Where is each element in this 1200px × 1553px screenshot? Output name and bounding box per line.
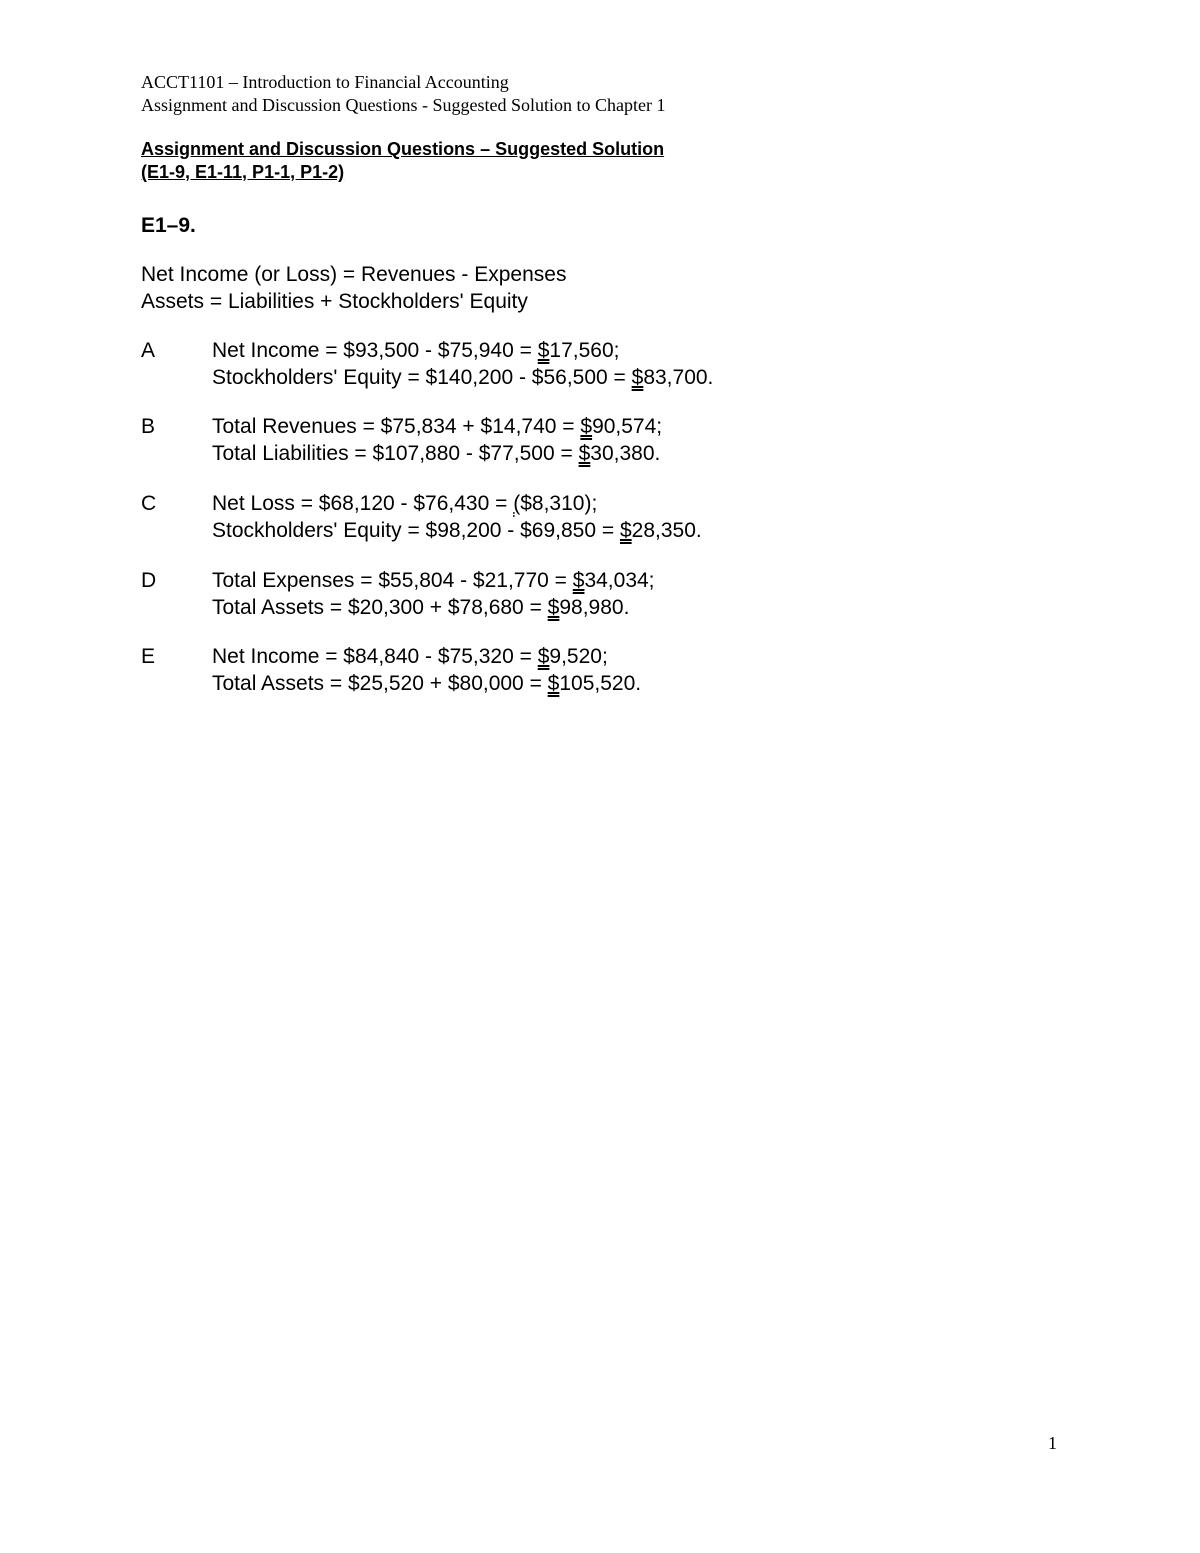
page-number: 1 bbox=[1048, 1433, 1057, 1453]
row-letter-d: D bbox=[141, 569, 157, 592]
solution-text: Total Revenues = $75,834 + $14,740 = bbox=[212, 415, 581, 438]
document-title: Assignment and Discussion Questions – Suggested Solution bbox=[141, 139, 665, 159]
header-course: ACCT1101 – Introduction to Financial Accounting bbox=[141, 72, 509, 92]
solution-result: 17,560; bbox=[549, 339, 620, 362]
solution-result: 28,350. bbox=[631, 519, 702, 542]
double-underline-mark: $ bbox=[619, 519, 632, 542]
solution-text: Net Loss = $68,120 - $76,430 = bbox=[212, 492, 514, 515]
formula-accounting-equation: Assets = Liabilities + Stockholders' Equity bbox=[141, 290, 528, 313]
row-letter-c: C bbox=[141, 492, 157, 515]
double-underline-mark: $ bbox=[537, 339, 550, 362]
solution-text: Total Expenses = $55,804 - $21,770 = bbox=[212, 569, 573, 592]
section-heading-e1-9: E1–9. bbox=[141, 214, 196, 237]
row-letter-b: B bbox=[141, 415, 156, 438]
solution-result: 98,980. bbox=[559, 596, 630, 619]
solution-line-a-1 bbox=[212, 338, 620, 364]
solution-text: Total Assets = $25,520 + $80,000 = bbox=[212, 672, 548, 695]
solution-result: 105,520. bbox=[559, 672, 642, 695]
row-letter-a: A bbox=[141, 339, 156, 362]
solution-line-b-1 bbox=[212, 414, 662, 440]
double-underline-mark: $ bbox=[580, 415, 593, 438]
double-underline-mark: $ bbox=[547, 596, 560, 619]
solution-line-c-1 bbox=[212, 491, 597, 517]
solution-result: 30,380. bbox=[590, 442, 661, 465]
solution-line-e-2 bbox=[212, 671, 641, 697]
double-underline-mark: $ bbox=[578, 442, 591, 465]
solution-text: Net Income = $84,840 - $75,320 = bbox=[212, 645, 538, 668]
solution-line-a-2 bbox=[212, 365, 713, 391]
row-letter-e: E bbox=[141, 645, 156, 668]
solution-result: $8,310); bbox=[520, 492, 598, 515]
solution-result: 83,700. bbox=[643, 366, 714, 389]
double-underline-mark: $ bbox=[547, 672, 560, 695]
formula-net-income: Net Income (or Loss) = Revenues - Expenses bbox=[141, 263, 567, 286]
double-underline-mark: ( bbox=[513, 492, 521, 515]
solution-text: Net Income = $93,500 - $75,940 = bbox=[212, 339, 538, 362]
solution-text: Stockholders' Equity = $140,200 - $56,500 = bbox=[212, 366, 632, 389]
solution-line-c-2 bbox=[212, 518, 702, 544]
solution-result: 34,034; bbox=[584, 569, 655, 592]
header-subtitle: Assignment and Discussion Questions - Suggested Solution to Chapter 1 bbox=[141, 95, 666, 115]
double-underline-mark: $ bbox=[537, 645, 550, 668]
solution-line-e-1 bbox=[212, 644, 608, 670]
solution-result: 90,574; bbox=[592, 415, 663, 438]
double-underline-mark: $ bbox=[631, 366, 644, 389]
solution-result: 9,520; bbox=[549, 645, 608, 668]
solution-line-d-2 bbox=[212, 595, 629, 621]
document-title-exercise-list: (E1-9, E1-11, P1-1, P1-2) bbox=[141, 162, 345, 182]
solution-line-d-1 bbox=[212, 568, 655, 594]
solution-text: Stockholders' Equity = $98,200 - $69,850 = bbox=[212, 519, 620, 542]
solution-line-b-2 bbox=[212, 441, 660, 467]
solution-text: Total Assets = $20,300 + $78,680 = bbox=[212, 596, 548, 619]
solution-text: Total Liabilities = $107,880 - $77,500 = bbox=[212, 442, 579, 465]
double-underline-mark: $ bbox=[572, 569, 585, 592]
